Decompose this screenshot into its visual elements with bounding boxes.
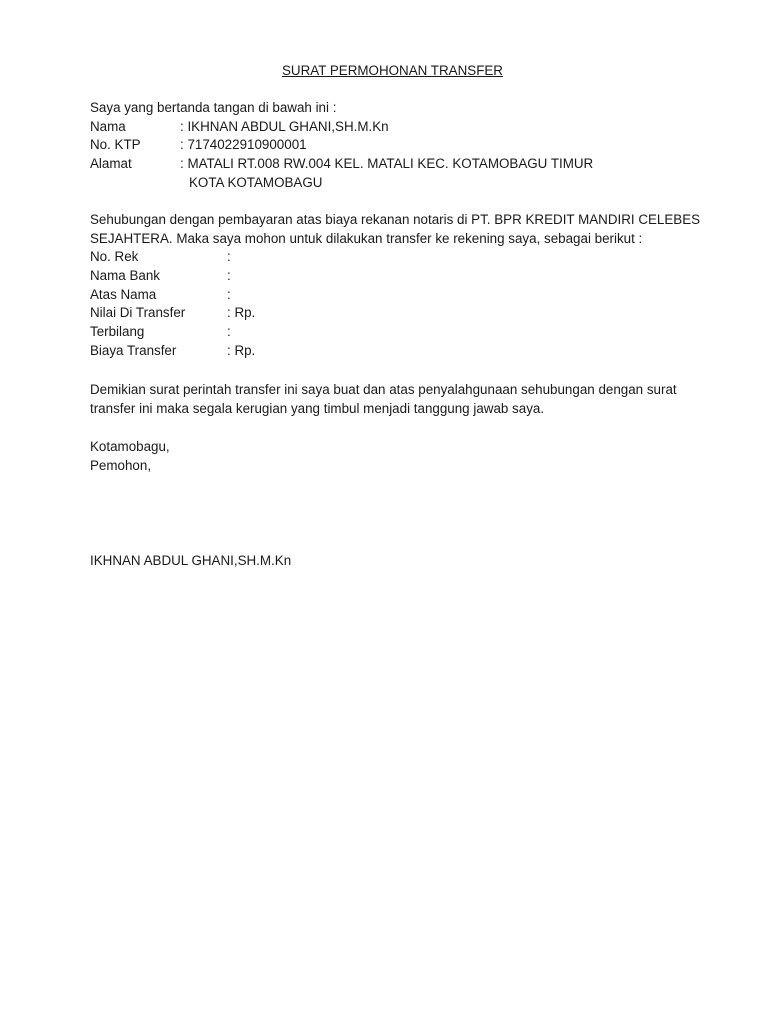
- field-row-no-rek: [90, 248, 700, 267]
- field-value: : Rp.: [227, 342, 256, 358]
- transfer-request-section: [90, 211, 700, 361]
- closing-section: [90, 381, 700, 418]
- field-row-nilai-transfer: [90, 304, 700, 323]
- field-label: Atas Nama: [90, 286, 157, 302]
- identity-value: : IKHNAN ABDUL GHANI,SH.M.Kn: [180, 118, 389, 134]
- signature-place-section: [90, 438, 700, 475]
- applicant-label: Pemohon,: [90, 457, 152, 473]
- field-label: Nama Bank: [90, 268, 160, 284]
- body-text-line: Sehubungan dengan pembayaran atas biaya rekanan notaris di PT. BPR KREDIT MANDIRI CELEBES: [90, 212, 701, 227]
- signature-section: [90, 552, 700, 571]
- place-text: Kotamobagu,: [90, 439, 170, 454]
- identity-row-alamat: [90, 155, 700, 174]
- field-value: :: [227, 268, 231, 284]
- intro-text: Saya yang bertanda tangan di bawah ini :: [90, 100, 337, 115]
- field-row-biaya-transfer: [90, 342, 700, 361]
- identity-label: No. KTP: [90, 137, 141, 153]
- closing-text-line: transfer ini maka segala kerugian yang timbul menjadi tanggung jawab saya.: [90, 400, 545, 416]
- document-title: SURAT PERMOHONAN TRANSFER: [282, 63, 503, 78]
- field-value: :: [227, 249, 231, 265]
- identity-row-ktp: [90, 136, 700, 155]
- identity-row-nama: [90, 118, 700, 137]
- identity-label: Nama: [90, 118, 126, 134]
- body-text-line: SEJAHTERA. Maka saya mohon untuk dilakukan transfer ke rekening saya, sebagai berikut :: [90, 230, 643, 246]
- applicant-identity-section: [90, 99, 700, 192]
- field-label: Nilai Di Transfer: [90, 305, 186, 321]
- field-row-nama-bank: [90, 267, 700, 286]
- identity-label: Alamat: [90, 156, 132, 172]
- field-row-terbilang: [90, 323, 700, 342]
- field-label: Terbilang: [90, 324, 145, 340]
- identity-value: : MATALI RT.008 RW.004 KEL. MATALI KEC. KOTAMOBAGU TIMUR: [180, 156, 594, 172]
- address-continuation: KOTA KOTAMOBAGU: [189, 174, 323, 190]
- field-value: :: [227, 286, 231, 302]
- closing-text-line: Demikian surat perintah transfer ini saya buat dan atas penyalahgunaan sehubungan dengan surat: [90, 382, 677, 397]
- field-value: : Rp.: [227, 305, 256, 321]
- field-label: No. Rek: [90, 249, 139, 265]
- field-value: :: [227, 324, 231, 340]
- field-label: Biaya Transfer: [90, 342, 177, 358]
- signature-name: IKHNAN ABDUL GHANI,SH.M.Kn: [90, 553, 292, 568]
- identity-value: : 7174022910900001: [180, 137, 307, 153]
- field-row-atas-nama: [90, 286, 700, 305]
